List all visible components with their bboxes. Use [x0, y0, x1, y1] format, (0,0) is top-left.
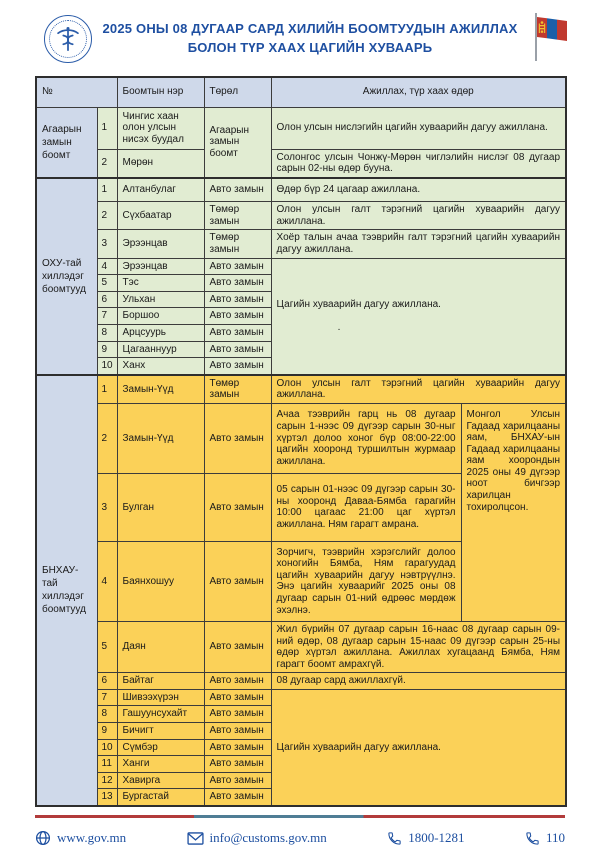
footer-emergency[interactable] [525, 830, 565, 846]
page-title [92, 20, 528, 58]
globe-icon [35, 830, 51, 846]
port-type-cell: Авто замын [204, 358, 271, 375]
schedule-cell: Ачаа тээврийн гарц нь 08 дугаар сарын 1-нээс 09 дүгээр сарын 30-ныг хүртэл долоо хоног бүр 08:00-22:00 цагийн хооронд туршилтын журмаар ажиллана. [271, 403, 461, 473]
port-name-cell: Булган [117, 473, 204, 541]
website-text[interactable]: www.gov.mn [57, 830, 127, 846]
port-name-cell: Тэс [117, 275, 204, 292]
port-type-cell: Авто замын [204, 258, 271, 275]
row-number-cell: 9 [97, 341, 117, 358]
page-header [0, 0, 600, 70]
schedule-cell: Жил бүрийн 07 дугаар сарын 16-наас 08 дугаар сарын 09-ний өдөр, 08 дугаар сарын 15-наас 09 дүгээр сарын 25-ны өдөр хүртэл ажиллана. Ажиллах хугацаанд Бямба, Ням гарагт боомт амрахгүй. [271, 621, 566, 672]
col-header-schedule: Ажиллах, түр хаах өдөр [271, 77, 566, 107]
row-number-cell: 4 [97, 258, 117, 275]
table-row [36, 77, 566, 107]
footer-hotline[interactable] [387, 830, 464, 846]
row-number-cell: 2 [97, 403, 117, 473]
row-number-cell: 13 [97, 789, 117, 806]
port-name-cell: Цагааннуур [117, 341, 204, 358]
row-number-cell: 9 [97, 723, 117, 740]
table-row [36, 107, 566, 149]
schedule-cell: Зорчигч, тээврийн хэрэгслийг долоо хоногийн Бямба, Ням гарагуудад цагийн хуваарийн дагуу нэвтрүүлнэ. Энэ цагийн хуваарийг 2025 оны 08 дугаар сарын 01-ний өдрөөс мөрдөж эхэлнэ. [271, 541, 461, 621]
port-type-cell: Авто замын [204, 673, 271, 690]
phone-icon [525, 831, 540, 846]
row-number-cell: 8 [97, 324, 117, 341]
row-number-cell: 7 [97, 308, 117, 325]
port-name-cell: Сүмбэр [117, 739, 204, 756]
schedule-cell: Олон улсын галт тэрэгний цагийн хуваарийн дагуу ажиллана. [271, 375, 566, 404]
port-type-cell: Төмөр замын [204, 202, 271, 230]
row-number-cell: 4 [97, 541, 117, 621]
page-title-line1: 2025 ОНЫ 08 ДУГААР САРД ХИЛИЙН БООМТУУДЫН АЖИЛЛАХ [102, 21, 518, 37]
port-type-cell: Авто замын [204, 723, 271, 740]
row-number-cell: 2 [97, 149, 117, 178]
schedule-cell: 05 сарын 01-нээс 09 дүгээр сарын 30-ны хооронд Даваа-Бямба гарагийн 10:00 цагаас 21:00 цаг хүртэл ажиллана. Ням гарагт амрана. [271, 473, 461, 541]
row-number-cell: 10 [97, 739, 117, 756]
footer-website[interactable] [35, 830, 126, 846]
port-type-cell: Авто замын [204, 341, 271, 358]
schedule-cell: Цагийн хуваарийн дагуу ажиллана. . [271, 258, 566, 375]
row-number-cell: 5 [97, 621, 117, 672]
schedule-cell: Олон улсын нислэгийн цагийн хуваарийн дагуу ажиллана. [271, 107, 566, 149]
port-name-cell: Баянхошуу [117, 541, 204, 621]
port-type-cell: Авто замын [204, 756, 271, 773]
schedule-cell: Хоёр талын ачаа тээврийн галт тэрэгний цагийн хуваарийн дагуу ажиллана. [271, 230, 566, 258]
table-row [36, 689, 566, 706]
table-row [36, 149, 566, 178]
row-number-cell: 1 [97, 178, 117, 202]
page-title-line2: БОЛОН ТҮР ХААХ ЦАГИЙН ХУВААРЬ [187, 40, 433, 55]
port-name-cell: Бургастай [117, 789, 204, 806]
port-type-cell: Авто замын [204, 689, 271, 706]
port-type-cell: Авто замын [204, 706, 271, 723]
row-number-cell: 1 [97, 375, 117, 404]
port-type-cell: Авто замын [204, 621, 271, 672]
port-name-cell: Замын-Үүд [117, 403, 204, 473]
row-number-cell: 6 [97, 291, 117, 308]
schedule-cell: Олон улсын галт тэрэгний цагийн хуваарийн дагуу ажиллана. [271, 202, 566, 230]
port-type-cell: Авто замын [204, 178, 271, 202]
row-number-cell: 2 [97, 202, 117, 230]
port-name-cell: Ханх [117, 358, 204, 375]
table-row [36, 375, 566, 404]
border-schedule-table [35, 76, 567, 807]
port-type-cell: Авто замын [204, 772, 271, 789]
port-type-cell: Авто замын [204, 789, 271, 806]
port-name-cell: Сүхбаатар [117, 202, 204, 230]
customs-logo [44, 15, 92, 63]
port-type-cell: Авто замын [204, 324, 271, 341]
port-name-cell: Даян [117, 621, 204, 672]
port-name-cell: Байтаг [117, 673, 204, 690]
hotline-text[interactable]: 1800-1281 [408, 830, 465, 846]
port-type-cell: Агаарын замын боомт [204, 107, 271, 178]
col-header-no: № [36, 77, 117, 107]
port-type-cell: Авто замын [204, 308, 271, 325]
port-name-cell: Замын-Үүд [117, 375, 204, 404]
schedule-table-wrap [0, 70, 600, 807]
port-name-cell: Хавирга [117, 772, 204, 789]
port-type-cell: Авто замын [204, 739, 271, 756]
group-label-cell: БНХАУ-тай хиллэдэг боомтууд [36, 375, 97, 806]
port-type-cell: Авто замын [204, 541, 271, 621]
port-type-cell: Төмөр замын [204, 375, 271, 404]
footer-email[interactable] [187, 830, 327, 846]
row-number-cell: 12 [97, 772, 117, 789]
port-name-cell: Гашуунсухайт [117, 706, 204, 723]
port-name-cell: Бичигт [117, 723, 204, 740]
row-number-cell: 10 [97, 358, 117, 375]
schedule-cell: Өдөр бүр 24 цагаар ажиллана. [271, 178, 566, 202]
port-name-cell: Алтанбулаг [117, 178, 204, 202]
group-label-cell: ОХУ-тай хиллэдэг боомтууд [36, 178, 97, 375]
port-name-cell: Ульхан [117, 291, 204, 308]
emergency-text[interactable]: 110 [545, 830, 565, 846]
schedule-cell: 08 дугаар сард ажиллахгүй. [271, 673, 566, 690]
table-row [36, 258, 566, 275]
port-type-cell: Авто замын [204, 275, 271, 292]
row-number-cell: 3 [97, 473, 117, 541]
schedule-table-body [36, 77, 566, 806]
row-number-cell: 8 [97, 706, 117, 723]
port-name-cell: Боршоо [117, 308, 204, 325]
mfa-note-cell: Монгол Улсын Гадаад харилцааны яам, БНХАУ-ын Гадаад харилцааны яам хоорондын 2025 оны 49 дүгээр ноот бичгээр харилцан тохиролцсон. [461, 403, 566, 621]
row-number-cell: 6 [97, 673, 117, 690]
col-header-name: Боомтын нэр [117, 77, 204, 107]
row-number-cell: 3 [97, 230, 117, 258]
row-number-cell: 1 [97, 107, 117, 149]
table-row [36, 403, 566, 473]
port-name-cell: Эрээнцав [117, 258, 204, 275]
port-name-cell: Эрээнцав [117, 230, 204, 258]
phone-icon [387, 831, 402, 846]
port-type-cell: Авто замын [204, 291, 271, 308]
col-header-type: Төрөл [204, 77, 271, 107]
port-name-cell: Ханги [117, 756, 204, 773]
row-number-cell: 7 [97, 689, 117, 706]
port-name-cell: Чингис хаан олон улсын нисэх буудал [117, 107, 204, 149]
mongolia-flag-icon [528, 11, 572, 67]
group-label-cell: Агаарын замын боомт [36, 107, 97, 178]
port-type-cell: Авто замын [204, 473, 271, 541]
table-row [36, 673, 566, 690]
email-text[interactable]: info@customs.gov.mn [209, 830, 327, 846]
row-number-cell: 5 [97, 275, 117, 292]
schedule-cell: Солонгос улсын Чонжү-Мөрөн чиглэлийн нислэг 08 дугаар сарын 02-ны өдөр бууна. [271, 149, 566, 178]
port-name-cell: Мөрөн [117, 149, 204, 178]
row-number-cell: 11 [97, 756, 117, 773]
port-name-cell: Шивээхүрэн [117, 689, 204, 706]
table-row [36, 178, 566, 202]
port-type-cell: Авто замын [204, 403, 271, 473]
port-name-cell: Арцсуурь [117, 324, 204, 341]
table-row [36, 621, 566, 672]
page-footer [0, 818, 600, 846]
table-row [36, 202, 566, 230]
caduceus-icon [49, 20, 87, 58]
mail-icon [187, 832, 204, 845]
table-row [36, 230, 566, 258]
schedule-cell: Цагийн хуваарийн дагуу ажиллана. [271, 689, 566, 806]
port-type-cell: Төмөр замын [204, 230, 271, 258]
